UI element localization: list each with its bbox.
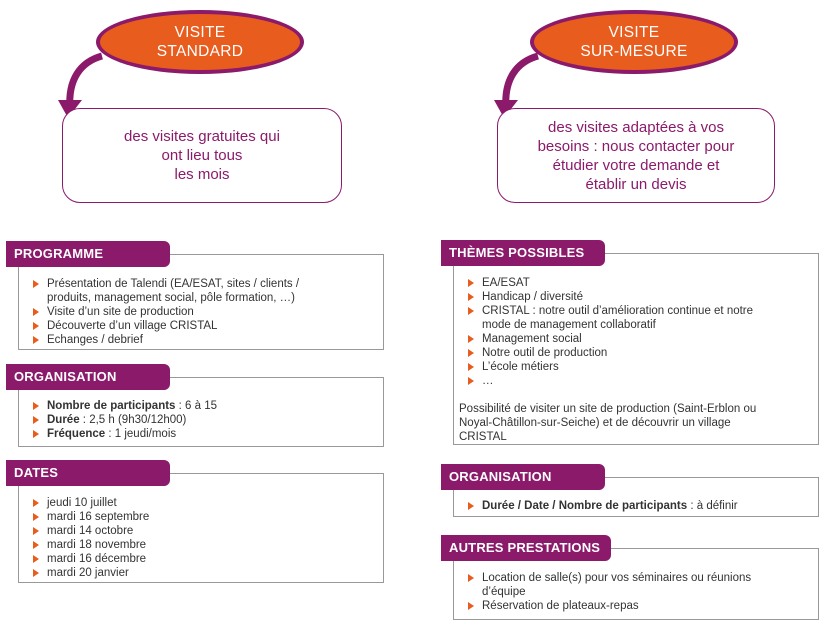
list-item: mardi 18 novembre: [19, 538, 383, 552]
list-item: Durée : 2,5 h (9h30/12h00): [19, 413, 383, 427]
list-item: Handicap / diversité: [454, 290, 818, 304]
list-item: jeudi 10 juillet: [19, 496, 383, 510]
list-item: Nombre de participants : 6 à 15: [19, 399, 383, 413]
oval-line: SUR-MESURE: [580, 43, 688, 60]
autres-title: AUTRES PRESTATIONS: [441, 535, 611, 561]
themes-note: Possibilité de visiter un site de production (Saint-Erblon ou Noyal-Châtillon-sur-Seiche) et de découvrir un village CRISTAL: [459, 403, 757, 443]
bubble-line: ont lieu tous: [161, 147, 243, 164]
list-item: Durée / Date / Nombre de participants : à définir: [454, 499, 818, 513]
list-item: Notre outil de production: [454, 346, 818, 360]
organisation-right-title: ORGANISATION: [441, 464, 605, 490]
oval-line: VISITE: [608, 24, 660, 41]
themes-title: THÈMES POSSIBLES: [441, 240, 605, 266]
programme-title: PROGRAMME: [6, 241, 170, 267]
list-item: CRISTAL : notre outil d’amélioration continue et notre mode de management collaboratif: [454, 304, 818, 332]
list-item: …: [454, 374, 818, 388]
bubble-line: des visites adaptées à vos: [548, 118, 724, 136]
list-item: mardi 16 décembre: [19, 552, 383, 566]
list-item: Echanges / debrief: [19, 333, 383, 347]
visite-standard-oval: [96, 10, 304, 74]
themes-box: [453, 253, 819, 445]
sur-mesure-description-bubble: [497, 108, 775, 203]
list-item: mardi 16 septembre: [19, 510, 383, 524]
list-item: Réservation de plateaux-repas: [454, 599, 818, 613]
oval-line: VISITE: [174, 24, 226, 41]
organisation-title: ORGANISATION: [6, 364, 170, 390]
list-item: mardi 14 octobre: [19, 524, 383, 538]
bubble-line: besoins : nous contacter pour: [537, 137, 735, 155]
bubble-line: des visites gratuites qui: [124, 128, 280, 145]
list-item: Management social: [454, 332, 818, 346]
list-item: EA/ESAT: [454, 276, 818, 290]
list-item: mardi 20 janvier: [19, 566, 383, 580]
list-item: Fréquence : 1 jeudi/mois: [19, 427, 383, 441]
dates-title: DATES: [6, 460, 170, 486]
list-item: Découverte d’un village CRISTAL: [19, 319, 383, 333]
list-item: Visite d’un site de production: [19, 305, 383, 319]
bubble-line: les mois: [174, 166, 230, 183]
visite-sur-mesure-oval: [530, 10, 738, 74]
dates-box: [18, 473, 384, 583]
programme-box: [18, 254, 384, 350]
bubble-line: étudier votre demande et: [552, 156, 720, 174]
standard-description-bubble: [62, 108, 342, 203]
list-item: Présentation de Talendi (EA/ESAT, sites / clients / produits, management social, pôle formation, …): [19, 277, 383, 305]
oval-line: STANDARD: [156, 43, 244, 60]
list-item: L’école métiers: [454, 360, 818, 374]
list-item: Location de salle(s) pour vos séminaires ou réunions d’équipe: [454, 571, 818, 599]
bubble-line: établir un devis: [585, 175, 687, 193]
